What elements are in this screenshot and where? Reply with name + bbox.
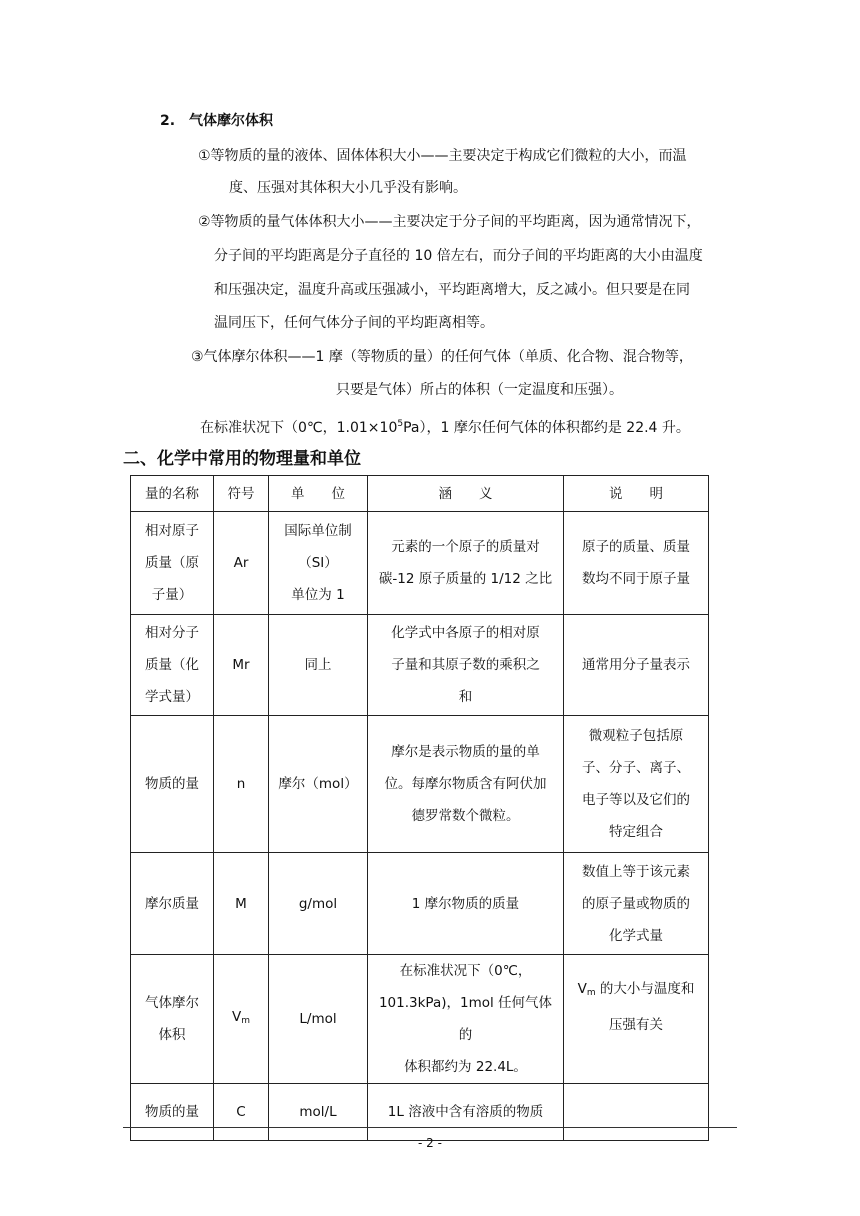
note-symbol: V [577, 981, 587, 997]
std-superscript: 5 [397, 419, 404, 429]
cell-line: 体积都约为 22.4L。 [404, 1059, 527, 1075]
cell-line: 子量和其原子数的乘积之 [391, 657, 540, 673]
cell-symbol: C [214, 1084, 269, 1141]
cell-line: 体积 [158, 1027, 186, 1043]
cell-line: 化学式量 [609, 927, 663, 944]
paragraph-2-line-4: 温同压下，任何气体分子间的平均距离相等。 [214, 315, 494, 331]
cell-line: 摩尔是表示物质的量的单 [391, 744, 540, 760]
section-heading-2: 二、化学中常用的物理量和单位 [123, 449, 361, 469]
cell-line: 国际单位制 [284, 523, 352, 539]
section-2-title: 2. 气体摩尔体积 [160, 113, 274, 129]
cell-note [564, 512, 709, 615]
note-symbol-subscript: m [586, 988, 596, 998]
cell-symbol: M [214, 853, 269, 955]
cell-meaning [368, 716, 564, 853]
cell-meaning [368, 955, 564, 1084]
cell-line: 碳-12 原子质量的 1/12 之比 [378, 571, 553, 587]
cell-line: 学式量） [145, 689, 199, 705]
cell-line: 数值上等于该元素 [582, 863, 690, 880]
header-cell: 量的名称 [131, 476, 214, 512]
paragraph-2-line-1: ②等物质的量气体体积大小——主要决定于分子间的平均距离，因为通常情况下， [198, 214, 701, 230]
paragraph-3-line-2: 只要是气体）所占的体积（一定温度和压强）。 [336, 382, 623, 398]
table-row [131, 853, 709, 955]
cell-line: 和 [458, 689, 473, 705]
cell-line: 质量（原 [145, 555, 199, 571]
cell-name: 物质的量 [131, 1084, 214, 1141]
cell-unit [269, 512, 368, 615]
cell-line: 位。每摩尔物质含有阿伏加 [384, 776, 547, 792]
paragraph-1-line-2: 度、压强对其体积大小几乎没有影响。 [229, 180, 467, 196]
cell-line: 特定组合 [609, 824, 663, 840]
cell-note [564, 1084, 709, 1141]
cell-line: 压强有关 [609, 1017, 663, 1033]
cell-note: 通常用分子量表示 [564, 615, 709, 716]
symbol-main: V [231, 1009, 242, 1025]
cell-line: （SI） [298, 555, 338, 571]
cell-line: 质量（化 [145, 657, 199, 673]
header-cell: 符号 [214, 476, 269, 512]
footer-divider [123, 1127, 737, 1128]
cell-name: 摩尔质量 [131, 853, 214, 955]
paragraph-2-line-2: 分子间的平均距离是分子直径的 10 倍左右，而分子间的平均距离的大小由温度 [214, 248, 703, 264]
note-text: 的大小与温度和 [595, 981, 695, 997]
cell-meaning: 1L 溶液中含有溶质的物质 [368, 1084, 564, 1141]
cell-symbol: Ar [214, 512, 269, 615]
cell-name [131, 615, 214, 716]
cell-name [131, 955, 214, 1084]
cell-line: 元素的一个原子的质量对 [391, 539, 540, 555]
cell-line: 数均不同于原子量 [582, 571, 690, 587]
physical-quantities-table [130, 475, 709, 1141]
cell-line: 气体摩尔 [145, 995, 199, 1011]
header-cell: 说 明 [564, 476, 709, 512]
cell-line: 101.3kPa)，1mol 任何气体的 [378, 995, 553, 1043]
standard-conditions-line [200, 414, 690, 438]
cell-line: 的原子量或物质的 [582, 895, 690, 912]
cell-name: 物质的量 [131, 716, 214, 853]
cell-meaning: 1 摩尔物质的质量 [368, 853, 564, 955]
symbol-subscript: m [241, 1016, 251, 1026]
page-number: - 2 - [418, 1136, 442, 1150]
header-cell: 涵 义 [368, 476, 564, 512]
cell-note [564, 955, 709, 1084]
cell-unit: 摩尔（mol） [269, 716, 368, 853]
cell-line: 在标准状况下（0℃， [399, 963, 532, 979]
cell-line: 化学式中各原子的相对原 [391, 625, 540, 641]
table-row [131, 1084, 709, 1141]
cell-unit: mol/L [269, 1084, 368, 1141]
cell-note [564, 716, 709, 853]
cell-line: 电子等以及它们的 [582, 792, 690, 808]
cell-name [131, 512, 214, 615]
cell-symbol: Mr [214, 615, 269, 716]
std-text-b: Pa），1 摩尔任何气体的体积都约是 22.4 升。 [403, 420, 690, 436]
table-row [131, 716, 709, 853]
table-row [131, 955, 709, 1084]
paragraph-1-line-1: ①等物质的量的液体、固体体积大小——主要决定于构成它们微粒的大小，而温 [198, 148, 687, 164]
paragraph-3-line-1: ③气体摩尔体积——1 摩（等物质的量）的任何气体（单质、化合物、混合物等， [191, 349, 693, 365]
header-cell: 单 位 [269, 476, 368, 512]
std-text-a: 在标准状况下（0℃，1.01×10 [200, 420, 398, 436]
cell-meaning [368, 615, 564, 716]
cell-unit: L/mol [269, 955, 368, 1084]
cell-line: 单位为 1 [291, 587, 345, 603]
cell-unit: 同上 [269, 615, 368, 716]
table-row [131, 512, 709, 615]
cell-line: 相对分子 [145, 625, 199, 641]
table-header-row [131, 476, 709, 512]
cell-line: 微观粒子包括原 [588, 728, 684, 744]
table-row [131, 615, 709, 716]
cell-note [564, 853, 709, 955]
cell-unit: g/mol [269, 853, 368, 955]
cell-line: 子量） [151, 587, 193, 603]
cell-symbol: n [214, 716, 269, 853]
cell-line: 德罗常数个微粒。 [411, 808, 520, 824]
cell-line [570, 973, 702, 1009]
cell-line: 原子的质量、质量 [582, 539, 690, 555]
cell-line: 相对原子 [145, 523, 199, 539]
cell-meaning [368, 512, 564, 615]
cell-line: 子、分子、离子、 [582, 760, 690, 776]
cell-symbol [214, 955, 269, 1084]
paragraph-2-line-3: 和压强决定，温度升高或压强减小，平均距离增大，反之减小。但只要是在同 [214, 282, 690, 298]
